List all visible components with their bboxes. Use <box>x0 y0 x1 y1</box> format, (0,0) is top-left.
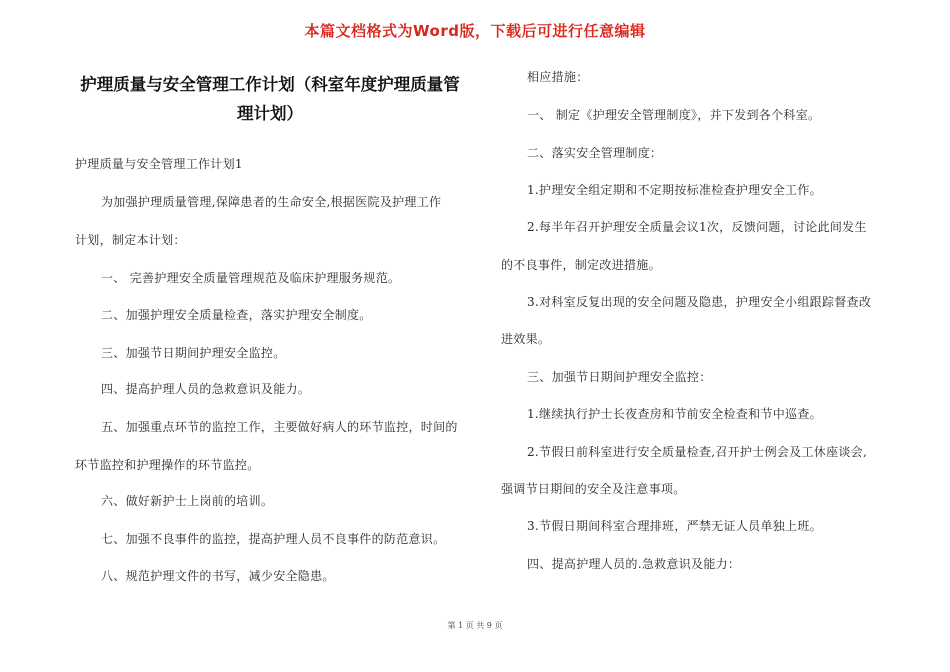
paragraph: 2.每半年召开护理安全质量会议1次，反馈问题，讨论此间发生 <box>527 220 867 234</box>
paragraph: 3.节假日期间科室合理排班，严禁无证人员单独上班。 <box>527 519 822 533</box>
paragraph: 1.继续执行护士长夜查房和节前安全检查和节中巡查。 <box>527 407 822 421</box>
paragraph: 进效果。 <box>501 332 551 346</box>
paragraph: 3.对科室反复出现的安全问题及隐患，护理安全小组跟踪督查改 <box>527 295 872 309</box>
paragraph: 六、做好新护士上岗前的培训。 <box>101 494 274 508</box>
paragraph: 三、加强节日期间护理安全监控。 <box>101 346 286 360</box>
page-number: 第 1 页 共 9 页 <box>447 621 503 630</box>
document-title <box>55 70 485 128</box>
paragraph: 二、落实安全管理制度： <box>527 146 663 160</box>
paragraph: 的不良事件，制定改进措施。 <box>501 258 661 272</box>
paragraph: 八、规范护理文件的书写，减少安全隐患。 <box>101 569 335 583</box>
paragraph: 2.节假日前科室进行安全质量检查,召开护士例会及工休座谈会, <box>527 445 868 459</box>
paragraph: 三、加强节日期间护理安全监控： <box>527 370 712 384</box>
download-banner: 本篇文档格式为Word版，下载后可进行任意编辑 <box>304 22 646 40</box>
paragraph: 一、 制定《护理安全管理制度》，并下发到各个科室。 <box>527 108 821 122</box>
paragraph: 相应措施： <box>527 70 589 84</box>
paragraph: 强调节日期间的安全及注意事项。 <box>501 482 686 496</box>
paragraph: 环节监控和护理操作的环节监控。 <box>75 458 260 472</box>
paragraph: 为加强护理质量管理,保障患者的生命安全,根据医院及护理工作 <box>101 195 442 209</box>
paragraph: 计划，制定本计划： <box>75 233 186 247</box>
paragraph: 四、提高护理人员的急救意识及能力。 <box>101 382 311 396</box>
paragraph: 五、加强重点环节的监控工作，主要做好病人的环节监控，时间的 <box>101 420 458 434</box>
paragraph: 七、加强不良事件的监控，提高护理人员不良事件的防范意识。 <box>101 532 446 546</box>
title-line-1: 护理质量与安全管理工作计划（科室年度护理质量管 <box>80 75 460 94</box>
paragraph: 一、 完善护理安全质量管理规范及临床护理服务规范。 <box>101 271 401 285</box>
paragraph: 二、加强护理安全质量检查，落实护理安全制度。 <box>101 308 372 322</box>
title-line-2: 理计划） <box>237 104 303 123</box>
paragraph: 1.护理安全组定期和不定期按标准检查护理安全工作。 <box>527 183 822 197</box>
paragraph: 护理质量与安全管理工作计划1 <box>75 157 243 171</box>
paragraph: 四、提高护理人员的.急救意识及能力： <box>527 557 741 571</box>
